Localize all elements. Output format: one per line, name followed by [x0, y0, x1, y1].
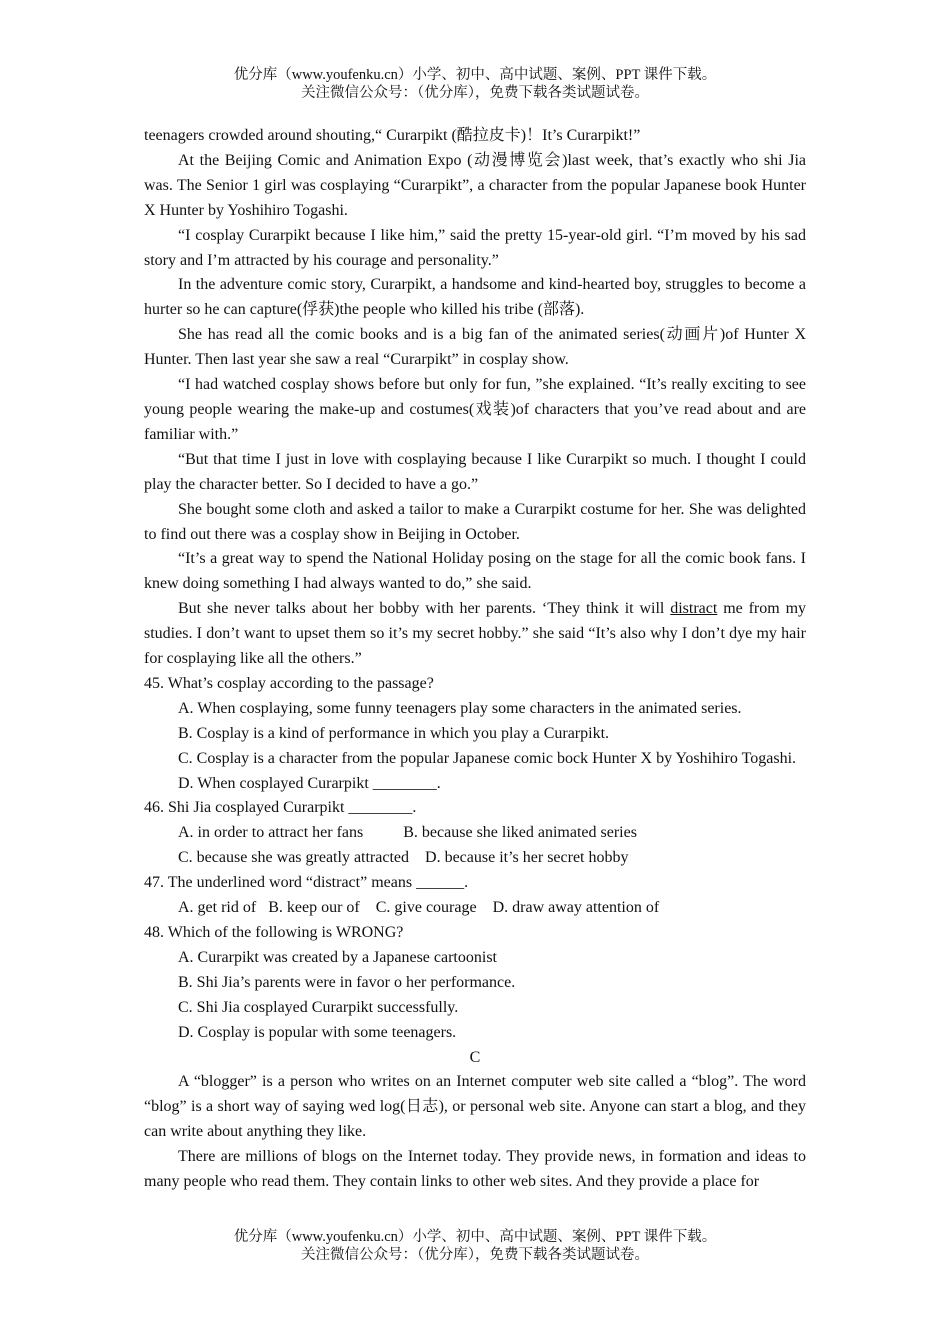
passage-paragraph: At the Beijing Comic and Animation Expo (动漫博览会)last week, that’s exactly who shi Jia was. The Senior 1 girl was cosplaying “Curarpikt”, a character from the popular Japanese book Hunter X Hunter by Yoshihiro Togashi. — [144, 151, 806, 219]
main-content — [144, 124, 806, 1195]
question-46-options-row: A. in order to attract her fans B. because she liked animated series — [178, 824, 637, 842]
section-c-heading: C — [469, 1048, 481, 1066]
footer-line-1: 优分库（www.youfenku.cn）小学、初中、高中试题、案例、PPT 课件下载。 — [233, 1229, 717, 1245]
paragraph-text: me from my studies. I don’t want to upset them so it’s my secret hobby.” she said “It’s also why I don’t dye my hair for cosplaying like all the others.” — [144, 600, 807, 668]
passage-paragraph: She bought some cloth and asked a tailor to make a Curarpikt costume for her. She was delighted to find out there was a cosplay show in Beijing in October. — [144, 500, 806, 543]
question-48-option-a: A. Curarpikt was created by a Japanese cartoonist — [178, 948, 497, 966]
passage-paragraph: “I cosplay Curarpikt because I like him,” said the pretty 15-year-old girl. “I’m moved by his sad story and I’m attracted by his courage and personality.” — [144, 226, 806, 269]
header-line-2: 关注微信公众号：（优分库），免费下载各类试题试卷。 — [301, 85, 649, 101]
passage-paragraph: “But that time I just in love with cosplaying because I like Curarpikt so much. I thought I could play the character better. So I decided to have a go.” — [144, 450, 806, 493]
section-c-paragraph: A “blogger” is a person who writes on an Internet computer web site called a “blog”. The word “blog” is a short way of saying wed log(日志), or personal web site. Anyone can start a blog, and they can write about anything they like. — [144, 1073, 806, 1141]
question-48-option-d: D. Cosplay is popular with some teenagers. — [178, 1023, 457, 1041]
passage-paragraph: In the adventure comic story, Curarpikt, a handsome and kind-hearted boy, struggles to become a hurter so he can capture(俘获)the people who killed his tribe (部落). — [144, 276, 806, 319]
passage-paragraph: teenagers crowded around shouting,“ Curarpikt (酷拉皮卡)！It’s Curarpikt!” — [144, 127, 641, 144]
passage-paragraph: “It’s a great way to spend the National Holiday posing on the stage for all the comic book fans. I knew doing something I had always wanted to do,” she said. — [144, 550, 806, 593]
question-45-option-d: D. When cosplayed Curarpikt ________. — [178, 774, 441, 792]
footer-line-2: 关注微信公众号：（优分库），免费下载各类试题试卷。 — [301, 1247, 649, 1263]
question-47-stem: 47. The underlined word “distract” means ______. — [144, 874, 469, 892]
paragraph-text: But she never talks about her bobby with her parents. ‘They think it will — [178, 600, 671, 618]
question-46-options-row: C. because she was greatly attracted D. because it’s her secret hobby — [178, 849, 629, 867]
question-46-stem: 46. Shi Jia cosplayed Curarpikt ________. — [144, 799, 417, 817]
underlined-word: distract — [670, 600, 718, 618]
question-48-option-b: B. Shi Jia’s parents were in favor o her performance. — [178, 973, 516, 991]
question-48-option-c: C. Shi Jia cosplayed Curarpikt successfully. — [178, 998, 459, 1016]
section-c-paragraph: There are millions of blogs on the Internet today. They provide news, in formation and ideas to many people who read them. They contain links to other web sites. And they provide a place for — [144, 1148, 806, 1191]
question-48-stem: 48. Which of the following is WRONG? — [144, 924, 404, 941]
question-45-option-b: B. Cosplay is a kind of performance in which you play a Curarpikt. — [178, 724, 610, 742]
passage-paragraph: “I had watched cosplay shows before but only for fun, ”she explained. “It’s really exciting to see young people wearing the make-up and costumes(戏装)of characters that you’ve read about and are familiar with.” — [144, 376, 806, 443]
question-45-option-c: C. Cosplay is a character from the popular Japanese comic bock Hunter X by Yoshihiro Togashi. — [178, 749, 797, 767]
page-footer — [0, 1228, 950, 1264]
page-header — [0, 66, 950, 102]
question-45-stem: 45. What’s cosplay according to the passage? — [144, 674, 434, 692]
question-45-option-a: A. When cosplaying, some funny teenagers play some characters in the animated series. — [178, 699, 742, 717]
passage-paragraph: She has read all the comic books and is a big fan of the animated series(动画片)of Hunter X Hunter. Then last year she saw a real “Curarpikt” in cosplay show. — [144, 326, 806, 369]
header-line-1: 优分库（www.youfenku.cn）小学、初中、高中试题、案例、PPT 课件下载。 — [233, 67, 717, 83]
question-47-options-row: A. get rid of B. keep our of C. give courage D. draw away attention of — [178, 899, 660, 917]
passage-paragraph — [144, 597, 806, 672]
